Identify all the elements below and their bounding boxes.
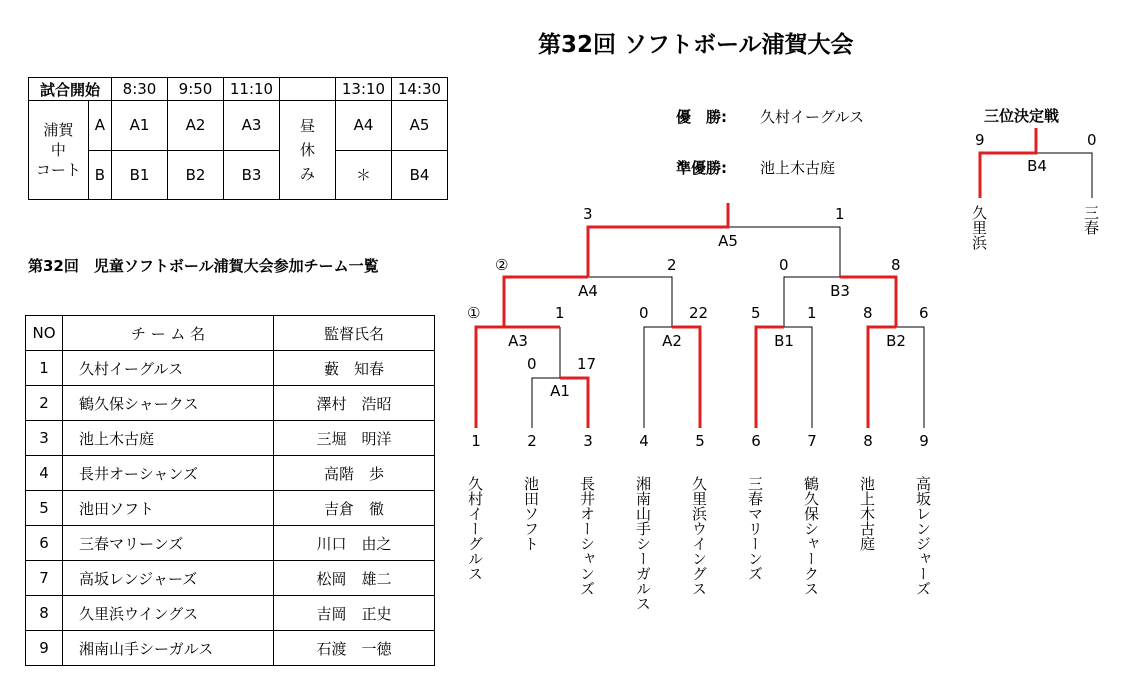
game-b4: B4 xyxy=(392,150,448,200)
game-a1: A1 xyxy=(112,101,168,151)
row-coach: 川口 由之 xyxy=(274,526,435,561)
game-b2: B2 xyxy=(168,150,224,200)
bracket-team: 久里浜ウイングス xyxy=(690,476,708,596)
slot-number: 1 xyxy=(471,432,481,450)
champion-name: 久村イーグルス xyxy=(760,108,865,126)
game-label-b1: B1 xyxy=(774,332,794,350)
game-label-b3: B3 xyxy=(830,282,850,300)
score-a2-right: 22 xyxy=(689,304,709,322)
slot-number: 3 xyxy=(583,432,593,450)
time-3: 11:10 xyxy=(224,78,280,101)
row-no: 5 xyxy=(26,491,63,526)
game-label-a2: A2 xyxy=(662,332,682,350)
start-label: 試合開始 xyxy=(29,78,112,101)
slot-number: 4 xyxy=(639,432,649,450)
game-a2: A2 xyxy=(168,101,224,151)
score-b1-right: 1 xyxy=(807,304,817,322)
court-a: A xyxy=(88,101,111,151)
slot-number: 7 xyxy=(807,432,817,450)
score-b2-left: 8 xyxy=(863,304,873,322)
row-coach: 石渡 一徳 xyxy=(274,631,435,666)
bracket-team: 池田ソフト xyxy=(522,476,540,551)
time-6: 14:30 xyxy=(392,78,448,101)
score-a1-right: 17 xyxy=(577,355,597,373)
third-left-score: 9 xyxy=(975,131,985,149)
game-a3: A3 xyxy=(224,101,280,151)
third-game-label: B4 xyxy=(1027,157,1047,175)
row-no: 8 xyxy=(26,596,63,631)
row-team: 久村イーグルス xyxy=(63,351,274,386)
row-coach: 松岡 雄二 xyxy=(274,561,435,596)
slot-number: 9 xyxy=(919,432,929,450)
third-left-team: 久里浜 xyxy=(970,205,988,250)
row-no: 6 xyxy=(26,526,63,561)
score-a5-right: 1 xyxy=(835,205,845,223)
game-label-a4: A4 xyxy=(578,282,598,300)
row-no: 4 xyxy=(26,456,63,491)
game-a4: A4 xyxy=(336,101,392,151)
bracket-team: 高坂レンジャーズ xyxy=(914,476,932,596)
time-1: 8:30 xyxy=(112,78,168,101)
game-a5: A5 xyxy=(392,101,448,151)
row-no: 3 xyxy=(26,421,63,456)
bracket-team: 三春マリーンズ xyxy=(746,476,764,581)
game-label-a3: A3 xyxy=(508,332,528,350)
bracket-team: 湘南山手シーガルス xyxy=(634,476,652,611)
third-place-title: 三位決定戦 xyxy=(984,107,1060,125)
bracket-team: 池上木古庭 xyxy=(858,476,876,551)
court-label: 浦賀 中 コート xyxy=(29,101,89,200)
score-a1-left: 0 xyxy=(527,355,537,373)
lunch-cell: 昼 休 み xyxy=(280,101,336,200)
row-no: 9 xyxy=(26,631,63,666)
third-right-score: 0 xyxy=(1087,131,1097,149)
score-a4-right: 2 xyxy=(667,256,677,274)
runnerup-name: 池上木古庭 xyxy=(760,159,836,177)
score-b3-left: 0 xyxy=(779,256,789,274)
score-b3-right: 8 xyxy=(891,256,901,274)
team-list-title: 第32回 児童ソフトボール浦賀大会参加チーム一覧 xyxy=(28,257,379,275)
row-team: 湘南山手シーガルス xyxy=(63,631,274,666)
time-5: 13:10 xyxy=(336,78,392,101)
bracket-line xyxy=(588,277,672,327)
score-b1-left: 5 xyxy=(751,304,761,322)
row-no: 7 xyxy=(26,561,63,596)
game-label-a5: A5 xyxy=(718,232,738,250)
score-a5-left: 3 xyxy=(583,205,593,223)
row-coach: 三堀 明洋 xyxy=(274,421,435,456)
bracket-team: 久村イーグルス xyxy=(466,476,484,581)
row-team: 高坂レンジャーズ xyxy=(63,561,274,596)
loser-lines xyxy=(532,153,1092,428)
row-coach: 高階 歩 xyxy=(274,456,435,491)
row-coach: 澤村 浩昭 xyxy=(274,386,435,421)
row-team: 久里浜ウイングス xyxy=(63,596,274,631)
bracket-team: 鶴久保シャークス xyxy=(802,476,820,596)
header-coach: 監督氏名 xyxy=(274,316,435,351)
score-a4-left: ② xyxy=(495,256,509,274)
score-a3-left: ① xyxy=(467,304,481,322)
row-team: 長井オーシャンズ xyxy=(63,456,274,491)
row-team: 三春マリーンズ xyxy=(63,526,274,561)
row-coach: 藪 知春 xyxy=(274,351,435,386)
court-b: B xyxy=(88,150,111,200)
bracket-team: 長井オーシャンズ xyxy=(578,476,596,596)
game-bx: ＊ xyxy=(336,150,392,200)
game-b1: B1 xyxy=(112,150,168,200)
slot-number: 8 xyxy=(863,432,873,450)
bracket-line xyxy=(588,203,728,277)
row-team: 鶴久保シャークス xyxy=(63,386,274,421)
score-b2-right: 6 xyxy=(919,304,929,322)
game-label-b2: B2 xyxy=(886,332,906,350)
champion-label: 優 勝: xyxy=(676,108,727,126)
game-b3: B3 xyxy=(224,150,280,200)
slot-number: 2 xyxy=(527,432,537,450)
score-a2-left: 0 xyxy=(639,304,649,322)
game-label-a1: A1 xyxy=(550,382,570,400)
row-no: 2 xyxy=(26,386,63,421)
row-team: 池田ソフト xyxy=(63,491,274,526)
slot-number: 6 xyxy=(751,432,761,450)
row-team: 池上木古庭 xyxy=(63,421,274,456)
slot-number: 5 xyxy=(695,432,705,450)
row-no: 1 xyxy=(26,351,63,386)
third-right-team: 三春 xyxy=(1082,205,1100,235)
score-a3-right: 1 xyxy=(555,304,565,322)
header-no: NO xyxy=(26,316,63,351)
time-2: 9:50 xyxy=(168,78,224,101)
runnerup-label: 準優勝: xyxy=(676,159,727,177)
page-title: 第32回 ソフトボール浦賀大会 xyxy=(538,32,854,58)
header-team: チ ー ム 名 xyxy=(63,316,274,351)
row-coach: 吉岡 正史 xyxy=(274,596,435,631)
row-coach: 吉倉 徹 xyxy=(274,491,435,526)
